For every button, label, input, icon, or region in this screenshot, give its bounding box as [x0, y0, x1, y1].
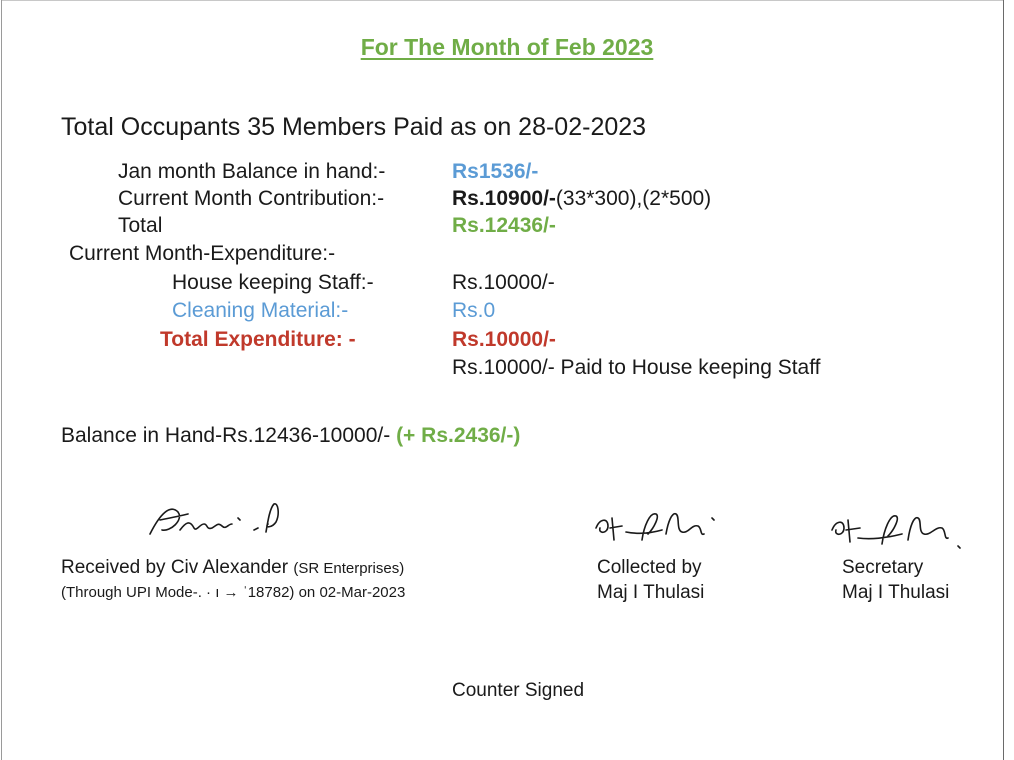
- document-title: For The Month of Feb 2023: [360, 34, 654, 60]
- page-border-left: [1, 0, 2, 760]
- paid-note: Rs.10000/- Paid to House keeping Staff: [452, 356, 821, 379]
- total-value: Rs.12436/-: [452, 214, 556, 237]
- balance-value: (+ Rs.2436/-): [396, 424, 521, 447]
- secretary-name: Maj I Thulasi: [842, 582, 950, 603]
- occupants-heading: Total Occupants 35 Members Paid as on 28-02-2023: [61, 113, 647, 141]
- receiver-signature-icon: [140, 494, 300, 544]
- total-label: Total: [118, 214, 163, 237]
- cleaning-label: Cleaning Material:-: [172, 299, 349, 322]
- secretary-signature-icon: [828, 508, 968, 558]
- contribution-value: Rs.10900/-: [452, 187, 556, 210]
- housekeeping-label: House keeping Staff:-: [172, 271, 374, 294]
- jan-balance-value: Rs1536/-: [452, 160, 539, 183]
- page-border-right: [1003, 0, 1004, 760]
- received-note: (Through UPI Mode-. · ı → ˈ18782) on 02-Mar-2023: [61, 584, 406, 601]
- contribution-label: Current Month Contribution:-: [118, 187, 385, 210]
- received-by-line: [61, 557, 404, 579]
- collected-label: Collected by: [597, 557, 702, 578]
- balance-line: [61, 424, 520, 448]
- cleaning-value: Rs.0: [452, 299, 496, 322]
- collector-signature-icon: [592, 504, 722, 554]
- total-expenditure-label: Total Expenditure: -: [160, 328, 356, 351]
- housekeeping-value: Rs.10000/-: [452, 271, 555, 294]
- collected-name: Maj I Thulasi: [597, 582, 705, 603]
- counter-signed-label: Counter Signed: [452, 680, 585, 701]
- total-expenditure-value: Rs.10000/-: [452, 328, 556, 351]
- contribution-note: (33*300),(2*500): [555, 187, 712, 210]
- secretary-label: Secretary: [842, 557, 924, 578]
- received-label: Received by Civ Alexander: [61, 557, 289, 578]
- jan-balance-label: Jan month Balance in hand:-: [118, 160, 386, 183]
- received-org: (SR Enterprises): [293, 560, 405, 577]
- expenditure-section-label: Current Month-Expenditure:-: [69, 242, 336, 265]
- page-border-top: [1, 0, 1004, 1]
- contribution-amount: [452, 187, 711, 211]
- balance-label: Balance in Hand-Rs.12436-10000/-: [61, 424, 391, 447]
